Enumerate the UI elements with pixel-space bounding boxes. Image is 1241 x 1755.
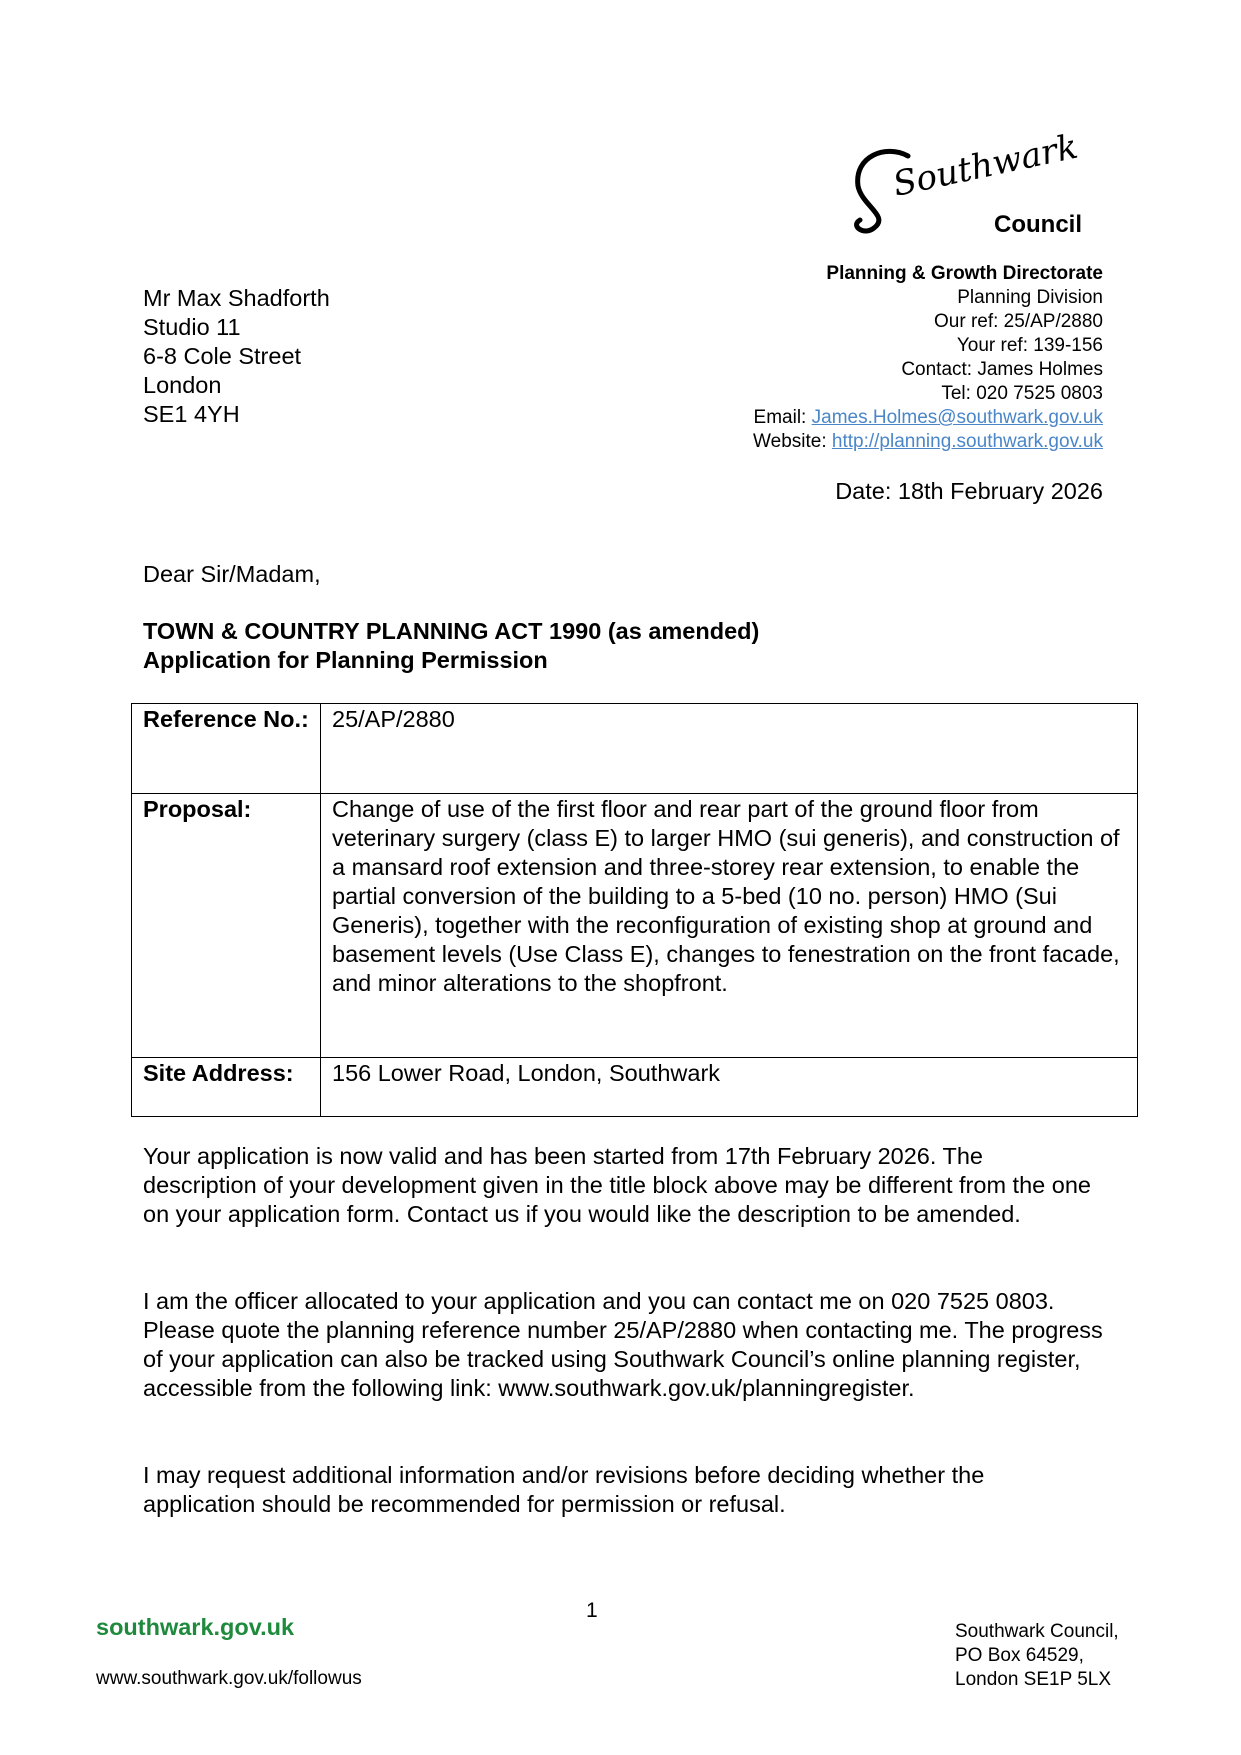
table-row xyxy=(132,794,1138,1058)
contact-name: Contact: James Holmes xyxy=(901,359,1103,380)
logo-subtitle: Council xyxy=(994,211,1082,238)
footer-postal-address xyxy=(955,1620,1119,1692)
reference-label: Reference No.: xyxy=(132,704,321,794)
recipient-address xyxy=(143,284,330,429)
footer-followus-link[interactable]: www.southwark.gov.uk/followus xyxy=(96,1668,362,1689)
body-paragraph-officer: I am the officer allocated to your application and you can contact me on 020 7525 0803. Please quote the planning reference number 25/AP/2880 when contacting me. The progress of your application can also be tracked using Southwark Council’s online planning register, accessible from the following link: www.southwark.gov.uk/planningregister. xyxy=(143,1288,1103,1401)
website-label: Website: xyxy=(753,431,832,452)
heading-act: TOWN & COUNTRY PLANNING ACT 1990 (as amended) xyxy=(143,618,760,644)
site-address-value: 156 Lower Road, London, Southwark xyxy=(321,1058,1138,1117)
page-number: 1 xyxy=(586,1599,598,1622)
our-reference: Our ref: 25/AP/2880 xyxy=(934,311,1103,332)
table-row xyxy=(132,704,1138,794)
recipient-address-line: Studio 11 xyxy=(143,314,241,340)
southwark-council-logo xyxy=(850,128,1100,240)
footer-address-line: Southwark Council, xyxy=(955,1621,1119,1642)
website-line xyxy=(583,430,1103,454)
directorate-name: Planning & Growth Directorate xyxy=(826,263,1103,284)
division-name: Planning Division xyxy=(957,287,1103,308)
application-details-table xyxy=(131,703,1138,1117)
department-contact-block xyxy=(583,262,1103,454)
your-reference: Your ref: 139-156 xyxy=(956,335,1103,356)
recipient-address-line: London xyxy=(143,372,222,398)
reference-value: 25/AP/2880 xyxy=(321,704,1138,794)
recipient-address-line: 6-8 Cole Street xyxy=(143,343,302,369)
letter-date: Date: 18th February 2026 xyxy=(835,478,1103,504)
salutation: Dear Sir/Madam, xyxy=(143,561,321,587)
footer-website-link[interactable]: southwark.gov.uk xyxy=(96,1614,295,1640)
table-row xyxy=(132,1058,1138,1117)
body-paragraph-information: I may request additional information and/or revisions before deciding whether the application should be recommended for permission or refusal. xyxy=(143,1462,985,1517)
proposal-value: Change of use of the first floor and rear part of the ground floor from veterinary surgery (class E) to larger HMO (sui generis), and construction of a mansard roof extension and three-storey rear extension, to enable the partial conversion of the building to a 5-bed (10 no. person) HMO (Sui Generis), together with the reconfiguration of existing shop at ground and basement levels (Use Class E), changes to fenestration on the front facade, and minor alterations to the shopfront. xyxy=(321,794,1138,1058)
proposal-label: Proposal: xyxy=(132,794,321,1058)
logo-swoosh-icon xyxy=(850,128,1100,240)
email-label: Email: xyxy=(753,407,812,428)
recipient-postcode: SE1 4YH xyxy=(143,401,240,427)
contact-telephone: Tel: 020 7525 0803 xyxy=(941,383,1103,404)
letter-heading xyxy=(143,617,759,675)
email-link[interactable]: James.Holmes@southwark.gov.uk xyxy=(811,407,1103,428)
site-address-label: Site Address: xyxy=(132,1058,321,1117)
footer-address-line: London SE1P 5LX xyxy=(955,1669,1112,1690)
logo-wordmark: Southwark xyxy=(889,128,1082,205)
heading-application-type: Application for Planning Permission xyxy=(143,647,548,673)
recipient-name: Mr Max Shadforth xyxy=(143,285,330,311)
email-line xyxy=(583,406,1103,430)
footer-address-line: PO Box 64529, xyxy=(955,1645,1084,1666)
body-paragraph-validity: Your application is now valid and has been started from 17th February 2026. The description of your development given in the title block above may be different from the one on your application form. Contact us if you would like the description to be amended. xyxy=(143,1143,1091,1227)
website-link[interactable]: http://planning.southwark.gov.uk xyxy=(831,431,1103,452)
